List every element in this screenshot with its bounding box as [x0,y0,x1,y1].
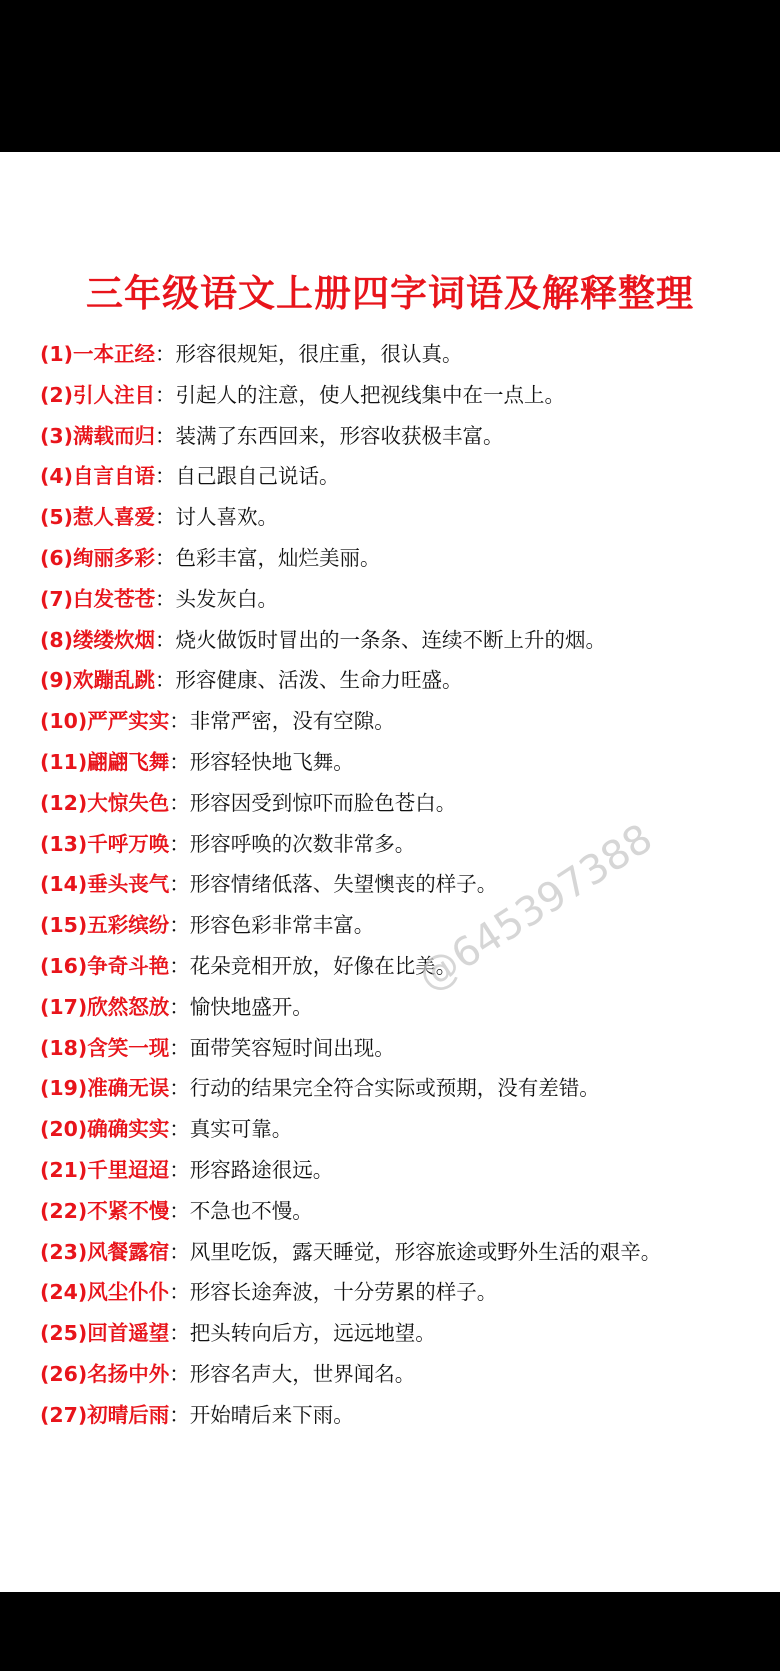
separator: ： [169,994,190,1019]
separator: ： [169,1321,190,1346]
definition: 形容名声大，世界闻名。 [189,1361,416,1386]
definition: 形容因受到惊吓而脸色苍白。 [189,790,457,815]
definition: 形容很规矩，很庄重，很认真。 [175,342,463,366]
bottom-black-bar [0,1592,780,1671]
term: (10)严严实实 [40,709,170,734]
separator: ： [169,749,190,774]
list-item [40,783,760,824]
definition: 真实可靠。 [189,1117,293,1142]
list-item [40,701,760,742]
vocabulary-list [40,334,760,1436]
list-item [40,620,760,661]
list-item [40,1028,760,1069]
separator: ： [155,627,176,652]
definition: 形容呼唤的次数非常多。 [189,831,416,856]
definition: 形容路途很远。 [189,1157,334,1182]
separator: ： [169,1361,190,1386]
definition: 自己跟自己说话。 [175,464,340,489]
list-item [40,905,760,946]
term: (21)千里迢迢 [40,1157,170,1182]
separator: ： [169,1035,190,1060]
definition: 开始晴后来下雨。 [189,1402,354,1427]
list-item [40,864,760,905]
definition: 头发灰白。 [175,586,279,611]
list-item [40,1313,760,1354]
separator: ： [169,872,190,897]
definition: 形容健康、活泼、生命力旺盛。 [175,668,463,693]
list-item [40,497,760,538]
definition: 愉快地盛开。 [189,994,313,1019]
definition: 面带笑容短时间出现。 [189,1035,395,1060]
definition: 装满了东西回来，形容收获极丰富。 [175,423,504,448]
list-item [40,1109,760,1150]
definition: 风里吃饭，露天睡觉，形容旅途或野外生活的艰辛。 [189,1239,662,1264]
term: (24)风尘仆仆 [40,1280,170,1305]
separator: ： [169,1157,190,1182]
list-item [40,660,760,701]
term: (13)千呼万唤 [40,831,170,856]
list-item [40,1191,760,1232]
term: (2)引人注目 [40,382,156,407]
definition: 烧火做饭时冒出的一条条、连续不断上升的烟。 [175,627,607,652]
separator: ： [169,1198,190,1223]
list-item [40,334,760,375]
separator: ： [155,423,176,448]
term: (9)欢蹦乱跳 [40,668,156,693]
list-item [40,1150,760,1191]
list-item [40,538,760,579]
term: (4)自言自语 [40,464,156,489]
definition: 行动的结果完全符合实际或预期，没有差错。 [189,1076,600,1101]
separator: ： [169,831,190,856]
term: (23)风餐露宿 [40,1239,170,1264]
term: (27)初晴后雨 [40,1402,170,1427]
term: (16)争奇斗艳 [40,953,170,978]
term: (22)不紧不慢 [40,1198,170,1223]
definition: 非常严密，没有空隙。 [189,709,395,734]
list-item [40,742,760,783]
term: (3)满载而归 [40,423,156,448]
term: (15)五彩缤纷 [40,913,170,938]
term: (5)惹人喜爱 [40,505,156,530]
term: (11)翩翩飞舞 [40,749,170,774]
list-item [40,1354,760,1395]
list-item [40,987,760,1028]
definition: 形容轻快地飞舞。 [189,749,354,774]
list-item [40,1232,760,1273]
separator: ： [169,953,190,978]
separator: ： [155,464,176,489]
separator: ： [155,382,176,407]
definition: 花朵竞相开放，好像在比美。 [189,953,457,978]
definition: 形容色彩非常丰富。 [189,913,375,938]
separator: ： [155,342,176,366]
page-title: 三年级语文上册四字词语及解释整理 [86,272,694,315]
top-black-bar [0,0,780,152]
definition: 讨人喜欢。 [175,505,279,530]
list-item [40,416,760,457]
list-item [40,375,760,416]
list-item [40,456,760,497]
list-item [40,1395,760,1436]
list-item [40,579,760,620]
separator: ： [155,586,176,611]
separator: ： [155,505,176,530]
term: (17)欣然怒放 [40,994,170,1019]
separator: ： [155,545,176,570]
separator: ： [169,1239,190,1264]
term: (18)含笑一现 [40,1035,170,1060]
definition: 把头转向后方，远远地望。 [189,1321,436,1346]
term: (1)一本正经 [40,342,156,366]
term: (12)大惊失色 [40,790,170,815]
separator: ： [169,913,190,938]
separator: ： [169,790,190,815]
list-item [40,1068,760,1109]
separator: ： [169,1280,190,1305]
term: (26)名扬中外 [40,1361,170,1386]
separator: ： [169,1076,190,1101]
term: (8)缕缕炊烟 [40,627,156,652]
term: (7)白发苍苍 [40,586,156,611]
term: (20)确确实实 [40,1117,170,1142]
separator: ： [169,1402,190,1427]
term: (6)绚丽多彩 [40,545,156,570]
definition: 色彩丰富，灿烂美丽。 [175,545,381,570]
watermark-text: @645397388 [410,815,661,1001]
separator: ： [155,668,176,693]
definition: 不急也不慢。 [189,1198,313,1223]
document-page[interactable] [0,152,780,1592]
definition: 引起人的注意，使人把视线集中在一点上。 [175,382,566,407]
term: (14)垂头丧气 [40,872,170,897]
list-item [40,1272,760,1313]
term: (19)准确无误 [40,1076,170,1101]
term: (25)回首遥望 [40,1321,170,1346]
definition: 形容长途奔波，十分劳累的样子。 [189,1280,498,1305]
definition: 形容情绪低落、失望懊丧的样子。 [189,872,498,897]
separator: ： [169,1117,190,1142]
list-item [40,946,760,987]
separator: ： [169,709,190,734]
